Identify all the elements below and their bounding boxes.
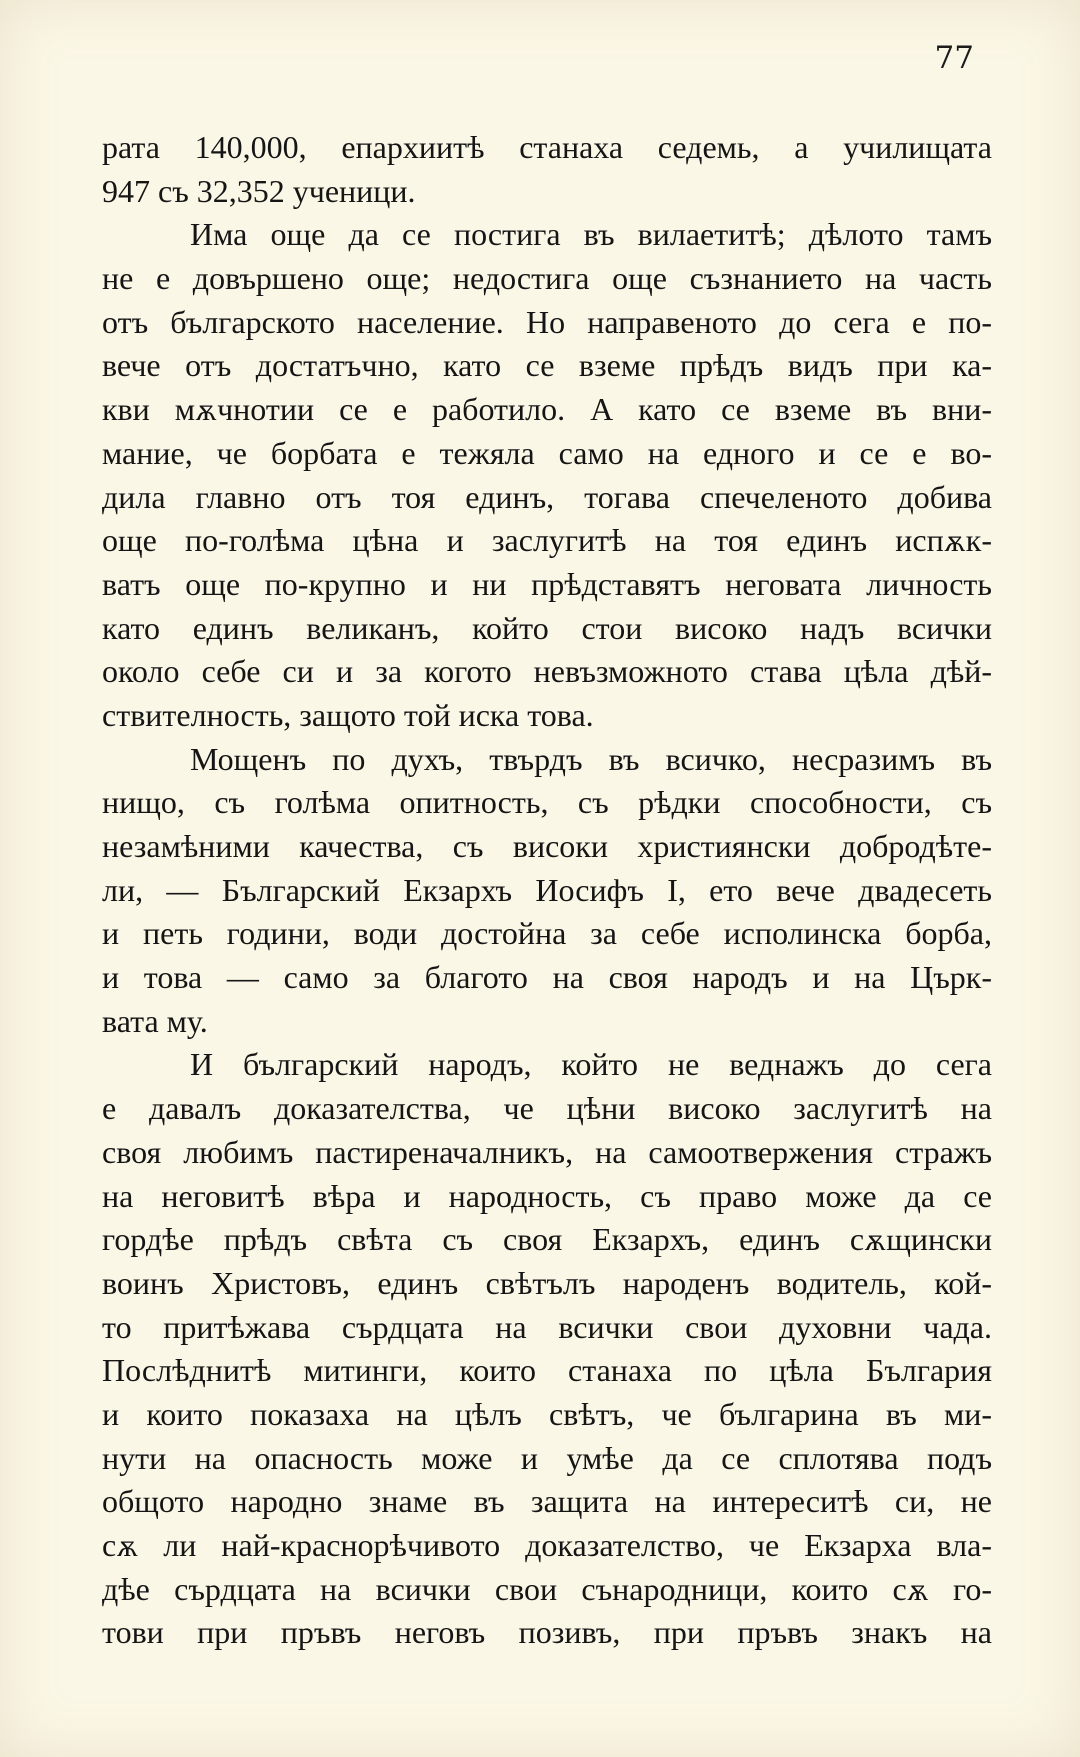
text-line: гордѣе прѣдъ свѣта съ своя Екзархъ, единъ сѫщински: [102, 1221, 992, 1258]
text-line: на неговитѣ вѣра и народность, съ право може да се: [102, 1177, 992, 1214]
text-line: ствителность, защото той иска това.: [102, 696, 594, 733]
text-line: мание, че борбата е тежяла само на едного и се е во-: [102, 434, 992, 471]
text-line: като единъ великанъ, който стои високо надъ всички: [102, 609, 992, 646]
text-line: не е довършено още; недостига още съзнанието на часть: [102, 260, 992, 297]
text-line: още по-голѣма цѣна и заслугитѣ на тоя единъ испѫк-: [102, 522, 992, 559]
text-line: общото народно знаме въ защита на интереситѣ си, не: [102, 1483, 992, 1520]
text-line: около себе си и за когото невъзможното става цѣла дѣй-: [102, 653, 992, 690]
text-line: вече отъ достатъчно, като се вземе прѣдъ видъ при ка-: [102, 347, 992, 384]
text-line: дѣе сърдцата на всички свои сънародници, които сѫ го-: [102, 1570, 992, 1607]
text-line: И българский народъ, който не веднажъ до сега: [190, 1046, 992, 1083]
text-line: ли, — Българский Екзархъ Иосифъ I, ето вече двадесеть: [102, 871, 992, 908]
text-line: ватъ още по-крупно и ни прѣдставятъ неговата личность: [102, 565, 992, 602]
page-number: 77: [934, 40, 974, 76]
text-line: незамѣними качества, съ високи християнски добродѣте-: [102, 828, 992, 864]
text-line: кви мѫчнотии се е работило. А като се вземе въ вни-: [102, 391, 992, 428]
text-line: отъ българското население. Но направеното до сега е по-: [102, 303, 992, 340]
text-line: Мощенъ по духъ, твърдъ въ всичко, несразимъ въ: [190, 740, 992, 777]
text-line: е давалъ доказателства, че цѣни високо заслугитѣ на: [102, 1090, 992, 1127]
text-line: рата 140,000, епархиитѣ станаха седемь, а училищата: [102, 129, 992, 165]
text-line: Послѣднитѣ митинги, които станаха по цѣла България: [102, 1352, 992, 1389]
text-line: то притѣжава сърдцата на всички свои духовни чада.: [102, 1308, 992, 1345]
text-line: сѫ ли най-краснорѣчивото доказателство, че Екзарха вла-: [102, 1527, 992, 1563]
text-line: воинъ Христовъ, единъ свѣтълъ народенъ водитель, кой-: [102, 1264, 992, 1301]
text-line: нути на опасность може и умѣе да се сплотява подъ: [102, 1439, 992, 1476]
text-line: и петь години, води достойна за себе исполинска борба,: [102, 915, 992, 952]
body-text: [102, 126, 992, 1655]
text-line: вата му.: [102, 1002, 208, 1039]
text-line: дила главно отъ тоя единъ, тогава спечеленото добива: [102, 478, 992, 515]
text-line: и които показаха на цѣлъ свѣтъ, че българина въ ми-: [102, 1395, 992, 1432]
text-line: тови при пръвъ неговъ позивъ, при пръвъ знакъ на: [102, 1614, 992, 1651]
text-line: Има още да се постига въ вилаетитѣ; дѣлото тамъ: [190, 216, 992, 253]
text-line: нищо, съ голѣма опитность, съ рѣдки способности, съ: [102, 784, 992, 821]
text-line: 947 съ 32,352 ученици.: [102, 172, 416, 209]
text-line: своя любимъ пастиреначалникъ, на самоотвержения стражъ: [102, 1133, 992, 1170]
text-line: и това — само за благото на своя народъ и на Църк-: [102, 959, 992, 996]
